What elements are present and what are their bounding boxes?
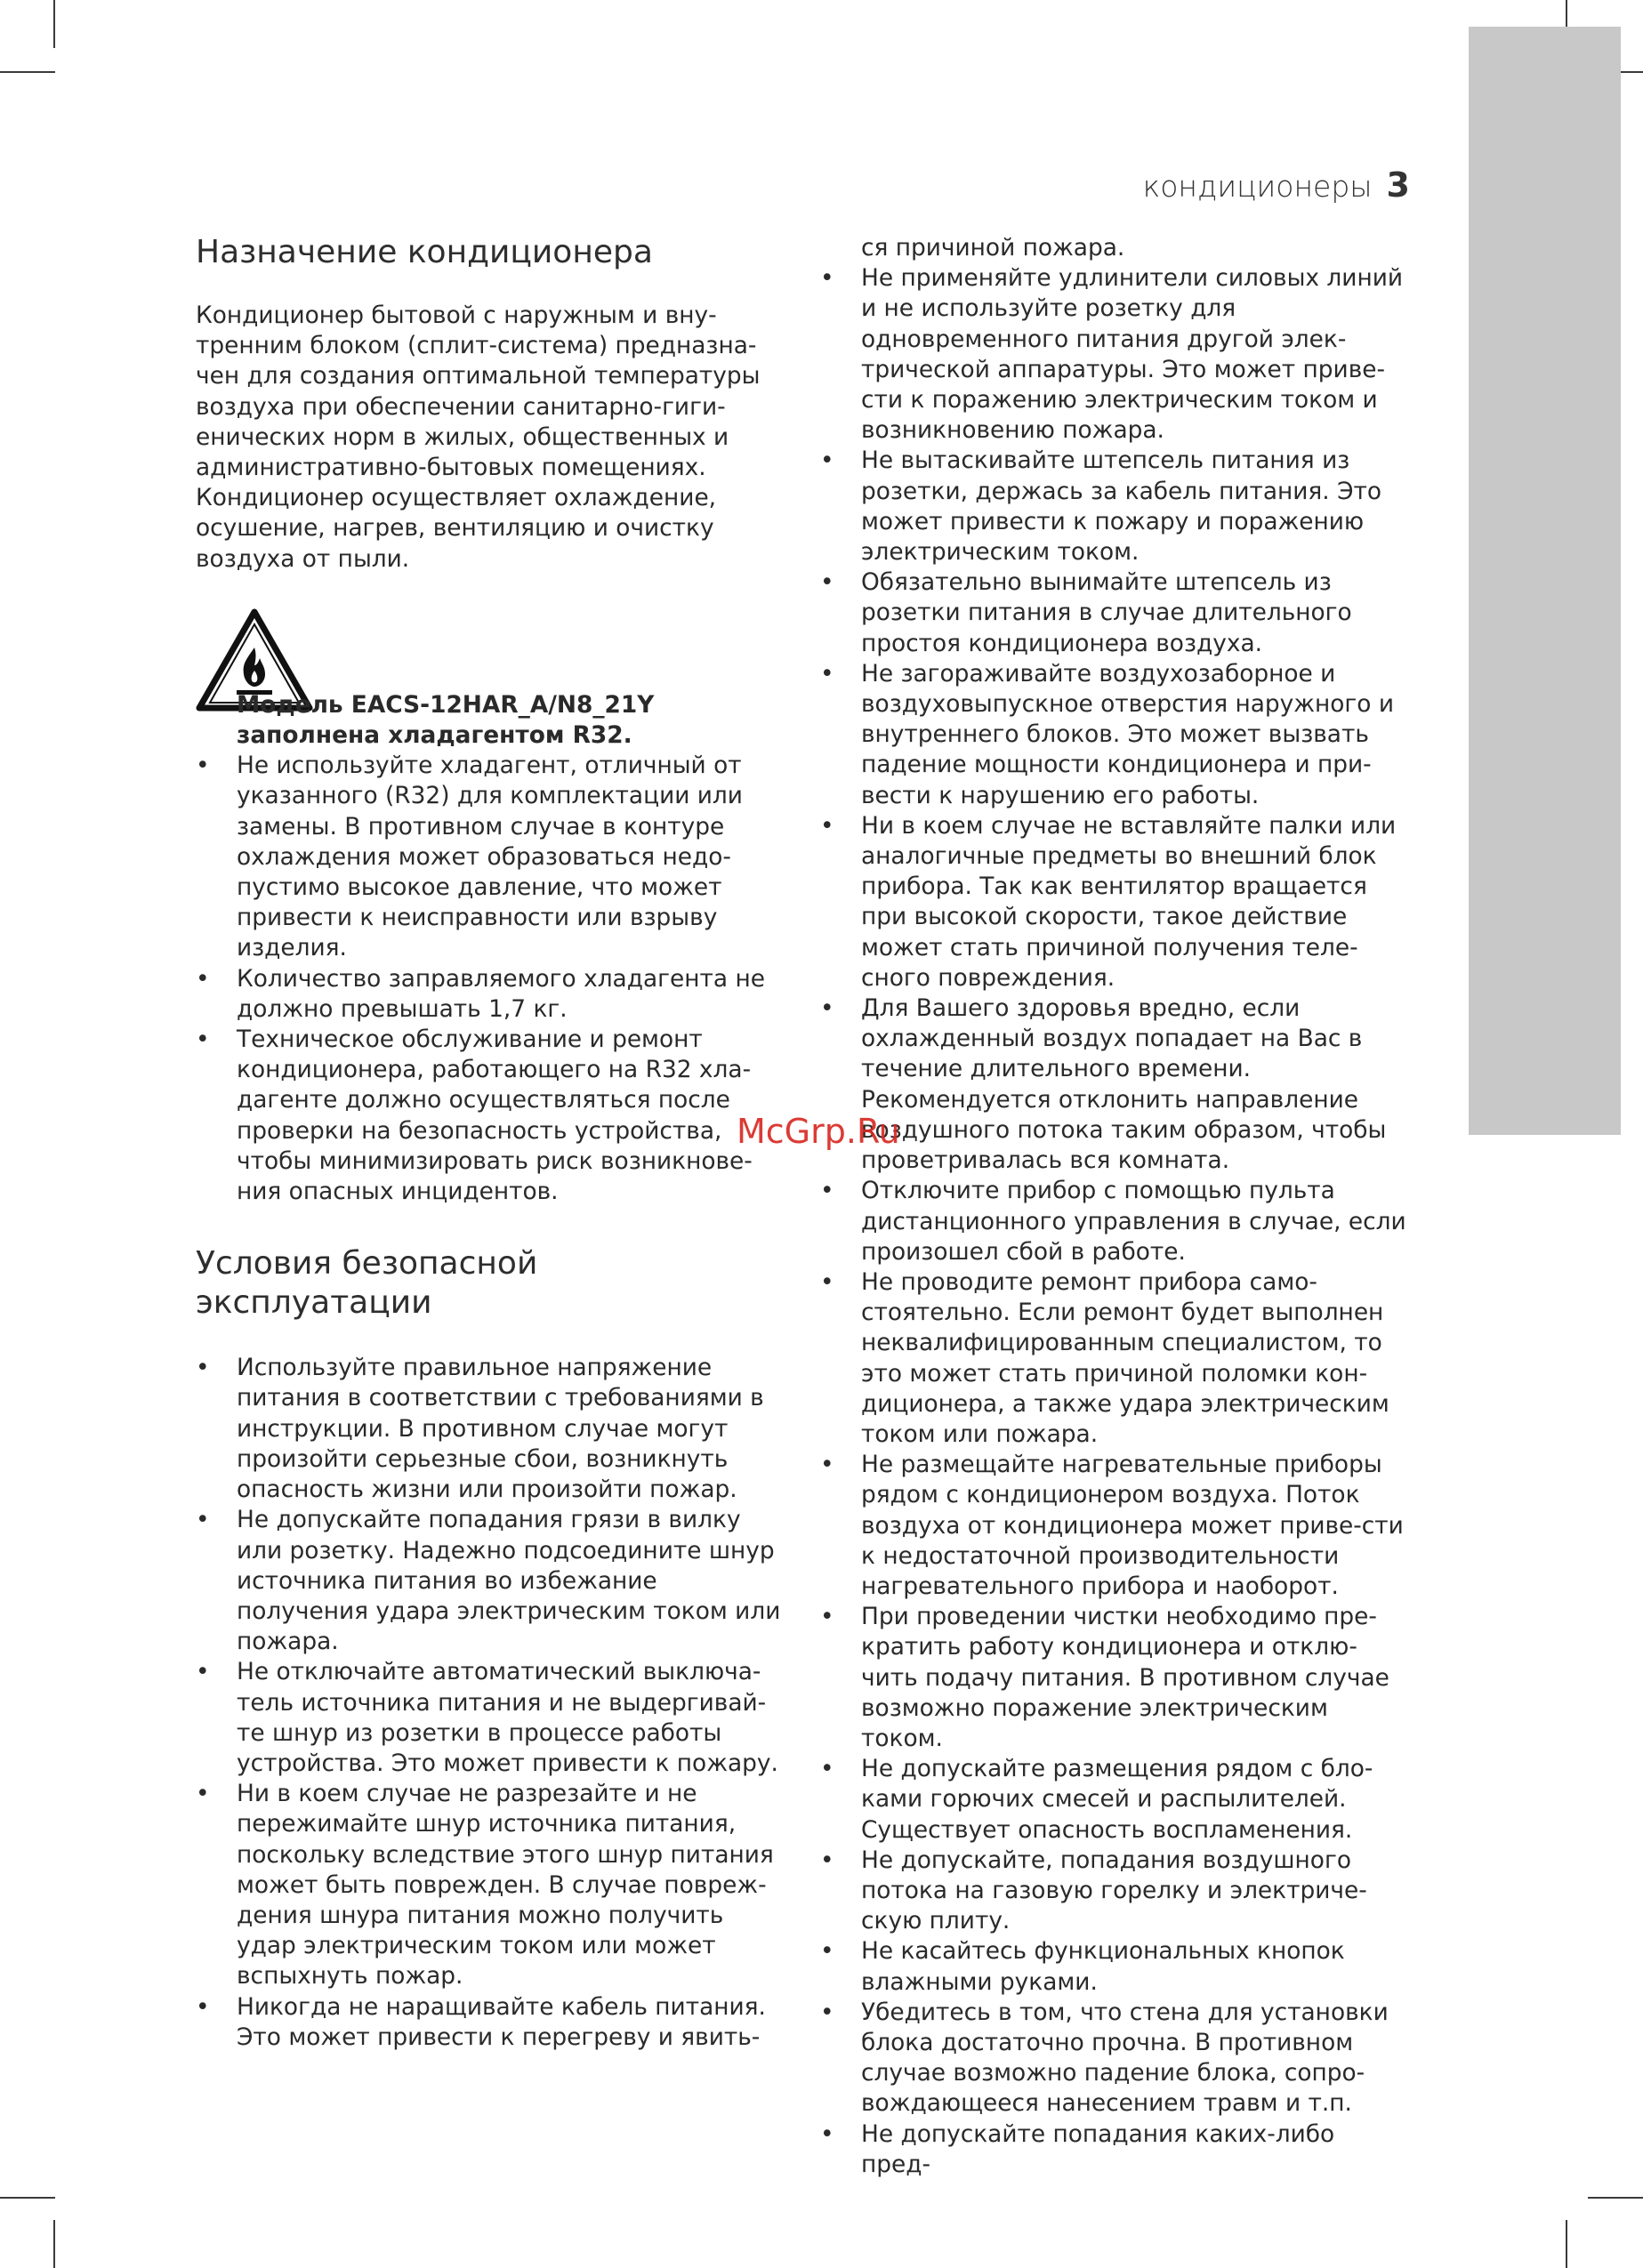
list-item: • Не допускайте попадания каких-либо пред- — [820, 2119, 1407, 2180]
crop-mark — [1566, 2220, 1567, 2268]
list-item: • Убедитесь в том, что стена для установки блока достаточно прочна. В противном случае возможно падение блока, сопро-вождающееся нанесением травм и т.п. — [820, 1998, 1407, 2119]
watermark: McGrp.Ru — [737, 1112, 900, 1151]
list-item: • Не используйте хладагент, отличный от указанного (R32) для комплектации или замены. В противном случае в контуре охлаждения может образоваться недо-пустимо высокое давление, что может привести к неисправности или взрыву изделия. — [196, 751, 783, 963]
list-item: • Не проводите ремонт прибора само-стоятельно. Если ремонт будет выполнен неквалифицированным специалистом, то это может стать причиной поломки кон-диционера, а также удара электрическим током или пожара. — [820, 1267, 1407, 1450]
safety-list-continued — [820, 263, 1407, 2180]
list-item: • Не применяйте удлинители силовых линий и не используйте розетку для одновременного питания другой элек-трической аппаратуры. Это может приве-сти к поражению электрическим током и возникновению пожара. — [820, 263, 1407, 446]
crop-mark — [1588, 2197, 1643, 2199]
page-header — [1143, 165, 1410, 205]
list-item: • При проведении чистки необходимо пре-кратить работу кондиционера и отклю-чить подачу питания. В противном случае возможно поражение электрическим током. — [820, 1602, 1407, 1754]
list-item: • Ни в коем случае не разрезайте и не пережимайте шнур источника питания, поскольку вследствие этого шнур питания может быть поврежден. В случае повреж-дения шнура питания можно получить удар электрическим током или может вспыхнуть пожар. — [196, 1779, 783, 1991]
page-number: 3 — [1386, 165, 1410, 205]
continuation-text: ся причиной пожара. — [861, 234, 1125, 261]
purpose-text: Кондиционер бытовой с наружным и вну-тренним блоком (сплит-система) предназна-чен для создания оптимальной температуры воздуха при обеспечении санитарно-гиги-енических норм в жилых, общественных и административно-бытовых помещениях. Кондиционер осуществляет охлаждение, осушение, нагрев, вентиляцию и очистку воздуха от пыли. — [196, 302, 761, 573]
crop-mark — [53, 2220, 55, 2268]
safety-title: Условия безопасной эксплуатации — [196, 1245, 538, 1322]
section-name: кондиционеры — [1142, 169, 1373, 204]
side-tab — [1469, 27, 1621, 1135]
list-item: • Не допускайте размещения рядом с бло-ками горючих смесей и распылителей. Существует опасность воспламенения. — [820, 1754, 1407, 1846]
crop-mark — [53, 0, 55, 48]
list-item: • Не касайтесь функциональных кнопок влажными руками. — [820, 1936, 1407, 1997]
list-item: • Не отключайте автоматический выключа-тель источника питания и не выдергивай-те шнур из розетки в процессе работы устройства. Это может привести к пожару. — [196, 1657, 783, 1779]
list-item: • Ни в коем случае не вставляйте палки или аналогичные предметы во внешний блок прибора. Так как вентилятор вращается при высокой скорости, такое действие может стать причиной получения теле-сного повреждения. — [820, 811, 1407, 993]
list-item: • Не размещайте нагревательные приборы рядом с кондиционером воздуха. Поток воздуха от кондиционера может приве-сти к недостаточной производительности нагревательного прибора и наоборот. — [820, 1450, 1407, 1602]
crop-mark — [0, 71, 55, 73]
right-column — [820, 233, 1407, 2180]
list-item: • Техническое обслуживание и ремонт кондиционера, работающего на R32 хла-дагенте должно осуществляться после проверки на безопасность устройства, чтобы минимизировать риск возникнове-ния опасных инцидентов. — [196, 1025, 783, 1207]
list-item: • Используйте правильное напряжение питания в соответствии с требованиями в инструкции. В противном случае могут произойти серьезные сбои, возникнуть опасность жизни или произойти пожар. — [196, 1353, 783, 1505]
refrigerant-warning — [196, 608, 783, 751]
list-item: • Количество заправляемого хладагента не должно превышать 1,7 кг. — [196, 964, 783, 1025]
left-column — [196, 233, 783, 2053]
refrigerant-list — [196, 751, 783, 1207]
list-item: • Не допускайте, попадания воздушного потока на газовую горелку и электриче-скую плиту. — [820, 1846, 1407, 1937]
list-item: • Отключите прибор с помощью пульта дистанционного управления в случае, если произошел сбой в работе. — [820, 1176, 1407, 1267]
list-item: • Никогда не наращивайте кабель питания. Это может привести к перегреву и явить- — [196, 1992, 783, 2053]
purpose-title: Назначение кондиционера — [196, 234, 653, 270]
list-item: • Для Вашего здоровья вредно, если охлажденный воздух попадает на Вас в течение длительного времени. Рекомендуется отклонить направление воздушного потока таким образом, чтобы проветривалась вся комната. — [820, 993, 1407, 1176]
list-item: • Не загораживайте воздухозаборное и воздуховыпускное отверстия наружного и внутреннего блоков. Это может вызвать падение мощности кондиционера и при-вести к нарушению его работы. — [820, 659, 1407, 811]
list-item: • Не вытаскивайте штепсель питания из розетки, держась за кабель питания. Это может привести к пожару и поражению электрическим током. — [820, 446, 1407, 567]
list-item: • Не допускайте попадания грязи в вилку или розетку. Надежно подсоедините шнур источника питания во избежание получения удара электрическим током или пожара. — [196, 1505, 783, 1657]
safety-list — [196, 1353, 783, 2053]
list-item: • Обязательно вынимайте штепсель из розетки питания в случае длительного простоя кондиционера воздуха. — [820, 567, 1407, 659]
refrigerant-warning-title: Модель EACS-12HAR_A/N8_21Y заполнена хладагентом R32. — [237, 690, 655, 750]
crop-mark — [0, 2197, 55, 2199]
